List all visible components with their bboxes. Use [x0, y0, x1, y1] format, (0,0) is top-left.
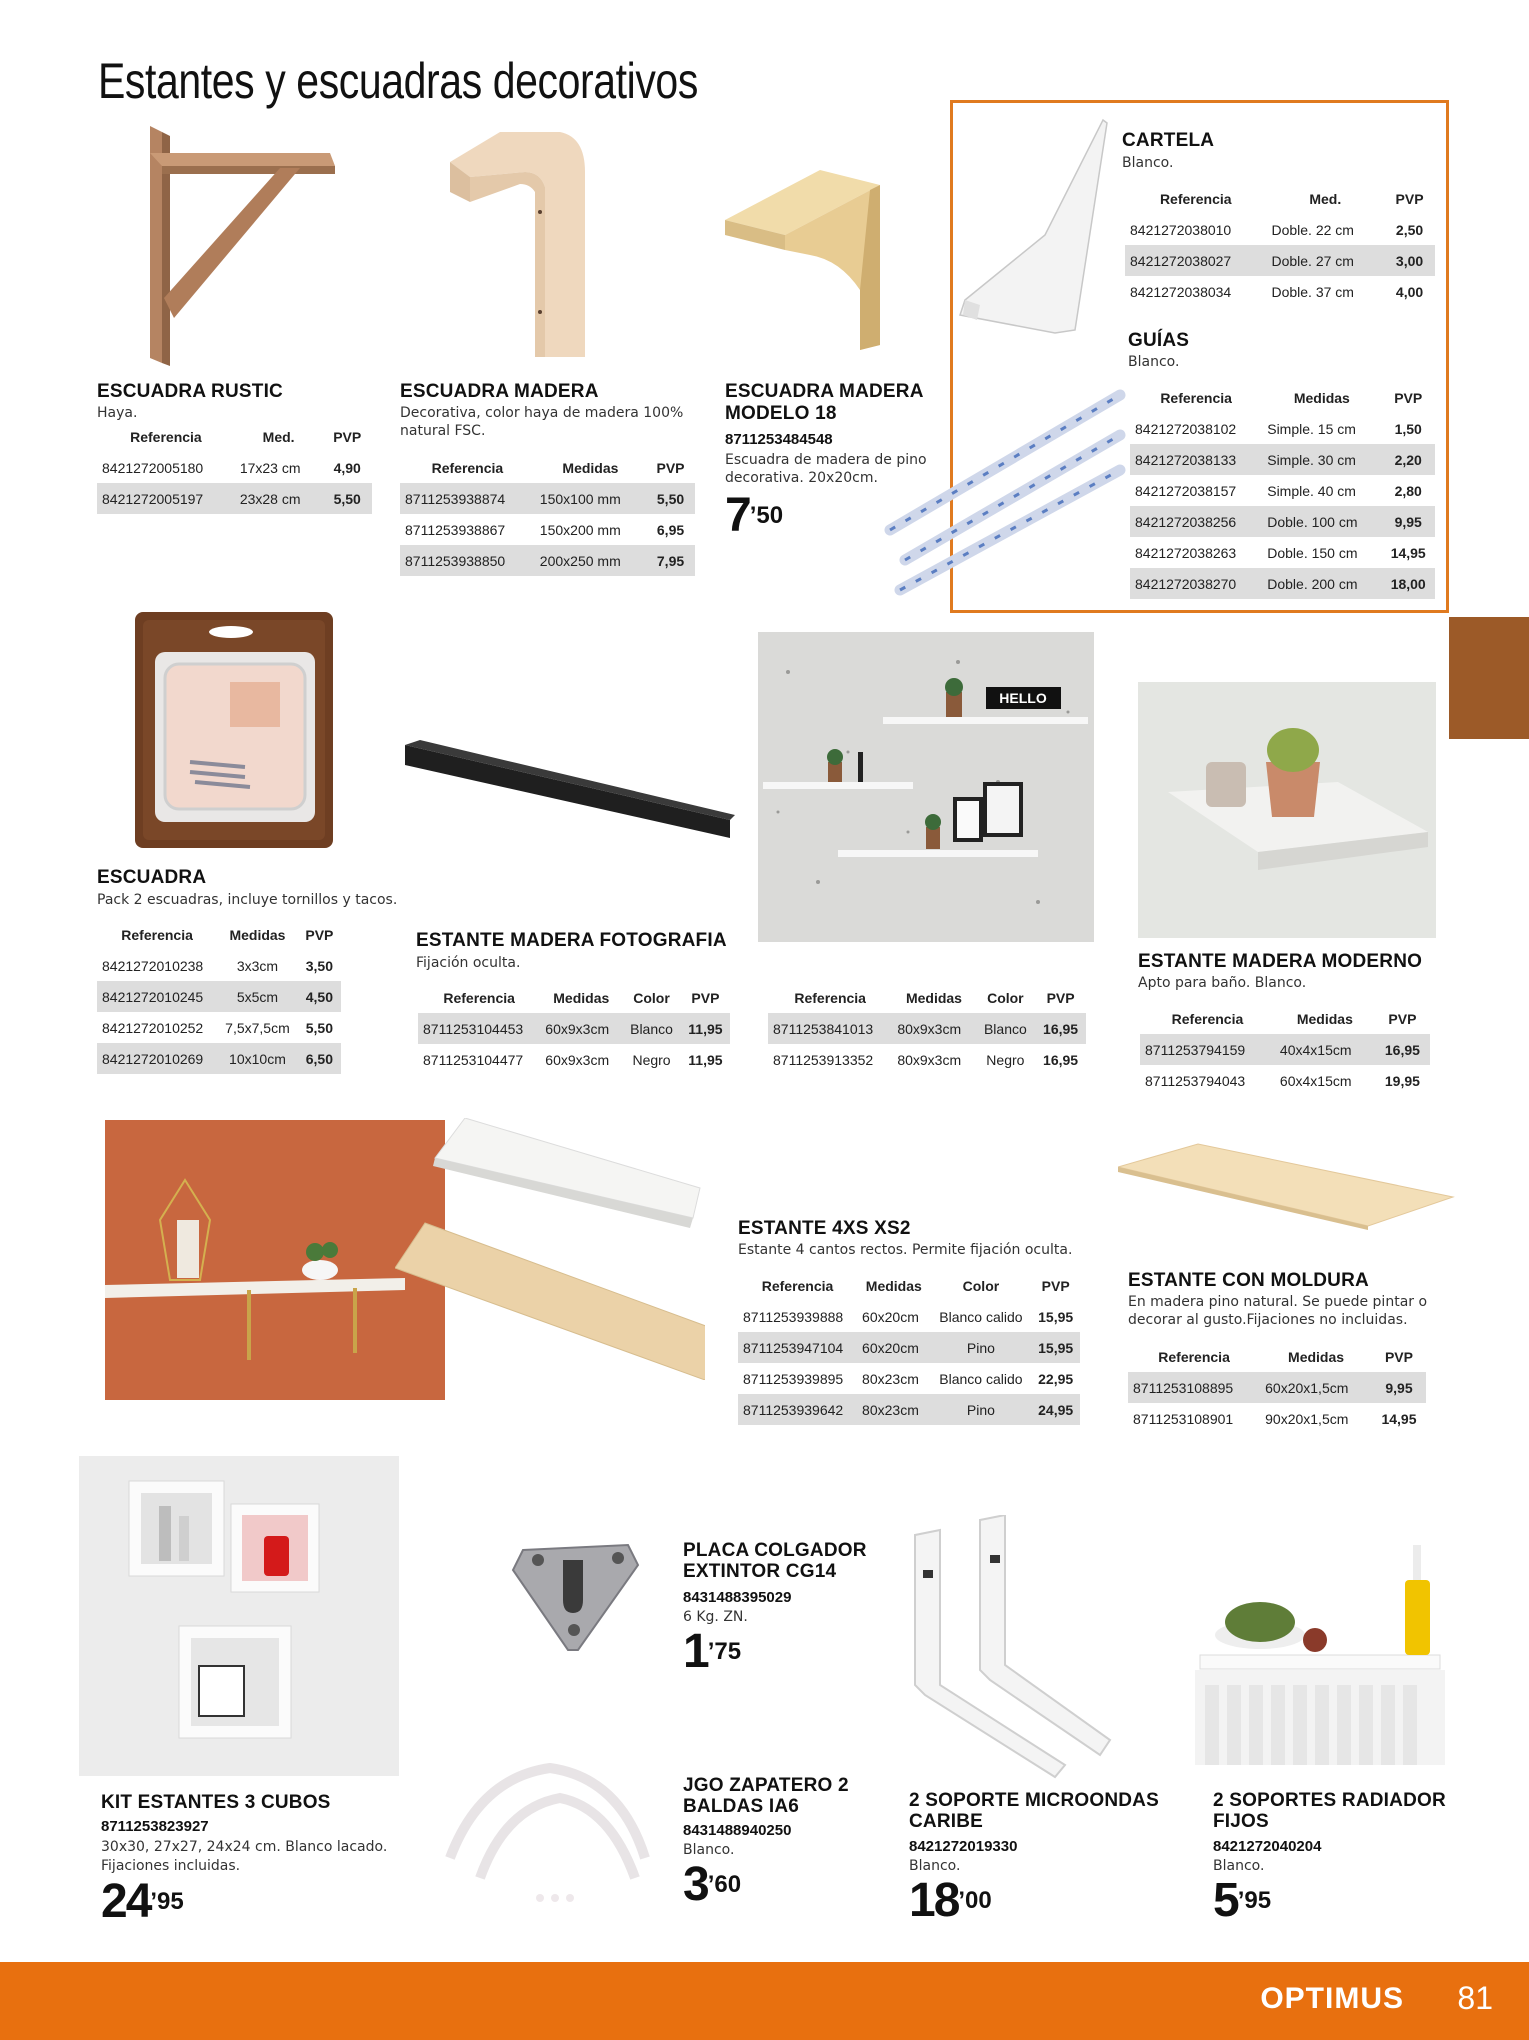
- table-row: 8421272038270 Doble. 200 cm 18,00: [1130, 568, 1435, 599]
- soportes-radiador-name-line1: 2 SOPORTES RADIADOR: [1213, 1790, 1446, 1811]
- escuadra-pack-desc: Pack 2 escuadras, incluye tornillos y tacos.: [97, 892, 398, 908]
- escuadra-modelo18-ref: 8711253484548: [725, 431, 833, 448]
- guias-desc: Blanco.: [1128, 354, 1180, 370]
- table-row: 8711253938867 150x200 mm 6,95: [405, 521, 685, 538]
- guias-name: GUÍAS: [1128, 330, 1190, 351]
- table-row: 8711253108901 90x20x1,5cm 14,95: [1133, 1410, 1417, 1427]
- soportes-radiador-name-line2: FIJOS: [1213, 1811, 1269, 1832]
- jgo-zapatero-ref: 8431488940250: [683, 1822, 792, 1839]
- estante-foto-room-photo: [758, 632, 1094, 942]
- table-row: 8711253938850 200x250 mm 7,95: [400, 545, 695, 576]
- hello-sign-text: HELLO: [999, 690, 1047, 706]
- table-row: 8421272038102 Simple. 15 cm 1,50: [1135, 420, 1422, 437]
- escuadra-modelo18-image: [720, 150, 885, 350]
- table-row: 8421272038263 Doble. 150 cm 14,95: [1135, 544, 1426, 561]
- estante-foto-table-80: Referencia Medidas Color PVP 8711253841013 80x9x3cm Blanco 16,95 8711253913352 80x9x3cm Negro 16,95: [768, 982, 1086, 1075]
- table-row: 8421272038256 Doble. 100 cm 9,95: [1130, 506, 1435, 537]
- table-row: 8421272038157 Simple. 40 cm 2,80: [1135, 482, 1422, 499]
- table-row: 8711253108895 60x20x1,5cm 9,95: [1128, 1372, 1426, 1403]
- estante-moldura-name: ESTANTE CON MOLDURA: [1128, 1270, 1369, 1291]
- table-row: 8421272005197 23x28 cm 5,50: [97, 483, 372, 514]
- brand-logo: OPTIMUS: [1260, 1982, 1404, 2015]
- placa-colgador-ref: 8431488395029: [683, 1589, 792, 1606]
- table-row: 8421272010269 10x10cm 6,50: [97, 1043, 341, 1074]
- table-row: 8711253947104 60x20cm Pino 15,95: [738, 1332, 1080, 1363]
- table-row: 8711253794043 60x4x15cm 19,95: [1145, 1072, 1420, 1089]
- table-row: 8711253913352 80x9x3cm Negro 16,95: [773, 1051, 1079, 1068]
- cartela-table: Referencia Med. PVP 8421272038010 Doble. 22 cm 2,50 8421272038027 Doble. 27 cm 3,00 8421272038034 Doble. 37 cm 4,00: [1125, 183, 1435, 307]
- kit-cubos-name: KIT ESTANTES 3 CUBOS: [101, 1792, 331, 1813]
- table-row: 8421272038133 Simple. 30 cm 2,20: [1130, 444, 1435, 475]
- estante-4xs-table: Referencia Medidas Color PVP 8711253939888 60x20cm Blanco calido 15,95 8711253947104 60x20cm Pino 15,95 8711253939895 80x23cm Blanco calido 22,95 8711253939642 80x23cm Pino 24,95: [738, 1270, 1080, 1425]
- page-number: 81: [1457, 1980, 1493, 2016]
- estante-4xs-desc: Estante 4 cantos rectos. Permite fijación oculta.: [738, 1242, 1073, 1258]
- table-row: 8711253104453 60x9x3cm Blanco 11,95: [418, 1013, 730, 1044]
- escuadra-madera-name: ESCUADRA MADERA: [400, 381, 599, 402]
- jgo-zapatero-price: $3^{’60}$: [683, 1858, 742, 1911]
- guias-table: Referencia Medidas PVP 8421272038102 Simple. 15 cm 1,50 8421272038133 Simple. 30 cm 2,20 8421272038157 Simple. 40 cm 2,80 8421272038256 Doble. 100 cm 9,95 8421272038263 Doble. 150 cm 14,95 8421272038270 Doble. 200 cm 18,00: [1130, 382, 1435, 599]
- soporte-microondas-ref: 8421272019330: [909, 1838, 1018, 1855]
- footer-bar: [0, 1962, 1529, 2040]
- escuadra-rustic-table: Referencia Med. PVP 8421272005180 17x23 cm 4,90 8421272005197 23x28 cm 5,50: [97, 421, 372, 514]
- estante-moderno-table: Referencia Medidas PVP 8711253794159 40x4x15cm 16,95 8711253794043 60x4x15cm 19,95: [1140, 1003, 1430, 1096]
- table-row: 8711253104477 60x9x3cm Negro 11,95: [423, 1051, 723, 1068]
- jgo-zapatero-desc: Blanco.: [683, 1842, 735, 1858]
- estante-foto-image: [400, 720, 740, 860]
- escuadra-rustic-name: ESCUADRA RUSTIC: [97, 381, 283, 402]
- soporte-microondas-name-line1: 2 SOPORTE MICROONDAS: [909, 1790, 1159, 1811]
- escuadra-modelo18-name-line2: MODELO 18: [725, 403, 837, 424]
- placa-colgador-name-line1: PLACA COLGADOR: [683, 1540, 867, 1561]
- kit-cubos-price: $24^{’95}$: [101, 1875, 184, 1928]
- table-row: 8711253939642 80x23cm Pino 24,95: [738, 1394, 1080, 1425]
- placa-colgador-image: [508, 1525, 643, 1660]
- jgo-zapatero-name-line2: BALDAS IA6: [683, 1796, 800, 1817]
- kit-cubos-ref: 8711253823927: [101, 1818, 209, 1835]
- escuadra-pack-name: ESCUADRA: [97, 867, 207, 888]
- escuadra-modelo18-price: $7^{’50}$: [725, 489, 784, 542]
- estante-moderno-desc: Apto para baño. Blanco.: [1138, 975, 1307, 991]
- cartela-name: CARTELA: [1122, 130, 1215, 151]
- soporte-microondas-name-line2: CARIBE: [909, 1811, 984, 1832]
- escuadra-madera-desc: Decorativa, color haya de madera 100% natural FSC.: [400, 405, 684, 439]
- kit-cubos-desc1: 30x30, 27x27, 24x24 cm. Blanco lacado.: [101, 1839, 388, 1855]
- estante-moderno-name: ESTANTE MADERA MODERNO: [1138, 951, 1423, 972]
- kit-cubos-desc2: Fijaciones incluidas.: [101, 1858, 241, 1874]
- escuadra-madera-image: [440, 122, 590, 362]
- soporte-microondas-price: $18^{’00}$: [909, 1874, 992, 1927]
- table-row: 8711253794159 40x4x15cm 16,95: [1140, 1034, 1430, 1065]
- placa-colgador-name-line2: EXTINTOR CG14: [683, 1561, 837, 1582]
- soportes-radiador-ref: 8421272040204: [1213, 1838, 1322, 1855]
- estante-4xs-room-photo: [105, 1120, 445, 1400]
- table-row: 8711253939888 60x20cm Blanco calido 15,95: [743, 1308, 1074, 1325]
- soportes-radiador-price: $5^{’95}$: [1213, 1874, 1272, 1927]
- table-row: 8421272010238 3x3cm 3,50: [102, 957, 333, 974]
- estante-moldura-table: Referencia Medidas PVP 8711253108895 60x20x1,5cm 9,95 8711253108901 90x20x1,5cm 14,95: [1128, 1341, 1426, 1434]
- soportes-radiador-image: [1195, 1510, 1445, 1765]
- estante-4xs-name: ESTANTE 4XS XS2: [738, 1218, 911, 1239]
- placa-colgador-price: $1^{’75}$: [683, 1625, 742, 1678]
- escuadra-pack-image: [135, 612, 333, 848]
- cartela-desc: Blanco.: [1122, 155, 1174, 171]
- escuadra-modelo18-desc: Escuadra de madera de pino decorativa. 20x20cm.: [725, 452, 927, 486]
- table-row: 8421272038034 Doble. 37 cm 4,00: [1130, 283, 1424, 300]
- estante-moldura-image: [1118, 1142, 1456, 1230]
- table-row: 8421272038027 Doble. 27 cm 3,00: [1125, 245, 1435, 276]
- table-row: 8421272005180 17x23 cm 4,90: [102, 459, 361, 476]
- estante-moderno-image: [1138, 682, 1436, 938]
- estante-foto-name: ESTANTE MADERA FOTOGRAFIA: [416, 930, 727, 951]
- cartela-image: [955, 115, 1110, 340]
- escuadra-pack-table: Referencia Medidas PVP 8421272010238 3x3cm 3,50 8421272010245 5x5cm 4,50 8421272010252 7,5x7,5cm 5,50 8421272010269 10x10cm 6,50: [97, 919, 341, 1074]
- estante-4xs-boards-image: [395, 1118, 705, 1380]
- jgo-zapatero-image: [440, 1748, 655, 1908]
- page-title: Estantes y escuadras decorativos: [98, 53, 698, 109]
- placa-colgador-desc: 6 Kg. ZN.: [683, 1609, 748, 1625]
- guias-image: [880, 380, 1130, 600]
- table-row: 8711253841013 80x9x3cm Blanco 16,95: [768, 1013, 1086, 1044]
- escuadra-modelo18-name-line1: ESCUADRA MADERA: [725, 381, 924, 402]
- soporte-microondas-image: [905, 1515, 1115, 1785]
- estante-moldura-desc: En madera pino natural. Se puede pintar o decorar al gusto.Fijaciones no incluidas.: [1128, 1294, 1428, 1328]
- escuadra-rustic-image: [130, 118, 340, 368]
- escuadra-rustic-desc: Haya.: [97, 405, 138, 421]
- section-side-tab: [1449, 617, 1529, 739]
- soportes-radiador-desc: Blanco.: [1213, 1858, 1265, 1874]
- escuadra-madera-table: Referencia Medidas PVP 8711253938874 150x100 mm 5,50 8711253938867 150x200 mm 6,95 8711253938850 200x250 mm 7,95: [400, 452, 695, 576]
- estante-foto-desc: Fijación oculta.: [416, 955, 521, 971]
- table-row: 8421272038010 Doble. 22 cm 2,50: [1130, 221, 1424, 238]
- jgo-zapatero-name-line1: JGO ZAPATERO 2: [683, 1775, 849, 1796]
- table-row: 8421272010252 7,5x7,5cm 5,50: [102, 1019, 333, 1036]
- kit-cubos-image: [79, 1456, 399, 1776]
- table-row: 8711253938874 150x100 mm 5,50: [400, 483, 695, 514]
- table-row: 8421272010245 5x5cm 4,50: [97, 981, 341, 1012]
- table-row: 8711253939895 80x23cm Blanco calido 22,95: [743, 1370, 1074, 1387]
- soporte-microondas-desc: Blanco.: [909, 1858, 961, 1874]
- estante-foto-table-60: Referencia Medidas Color PVP 8711253104453 60x9x3cm Blanco 11,95 8711253104477 60x9x3cm Negro 11,95: [418, 982, 730, 1075]
